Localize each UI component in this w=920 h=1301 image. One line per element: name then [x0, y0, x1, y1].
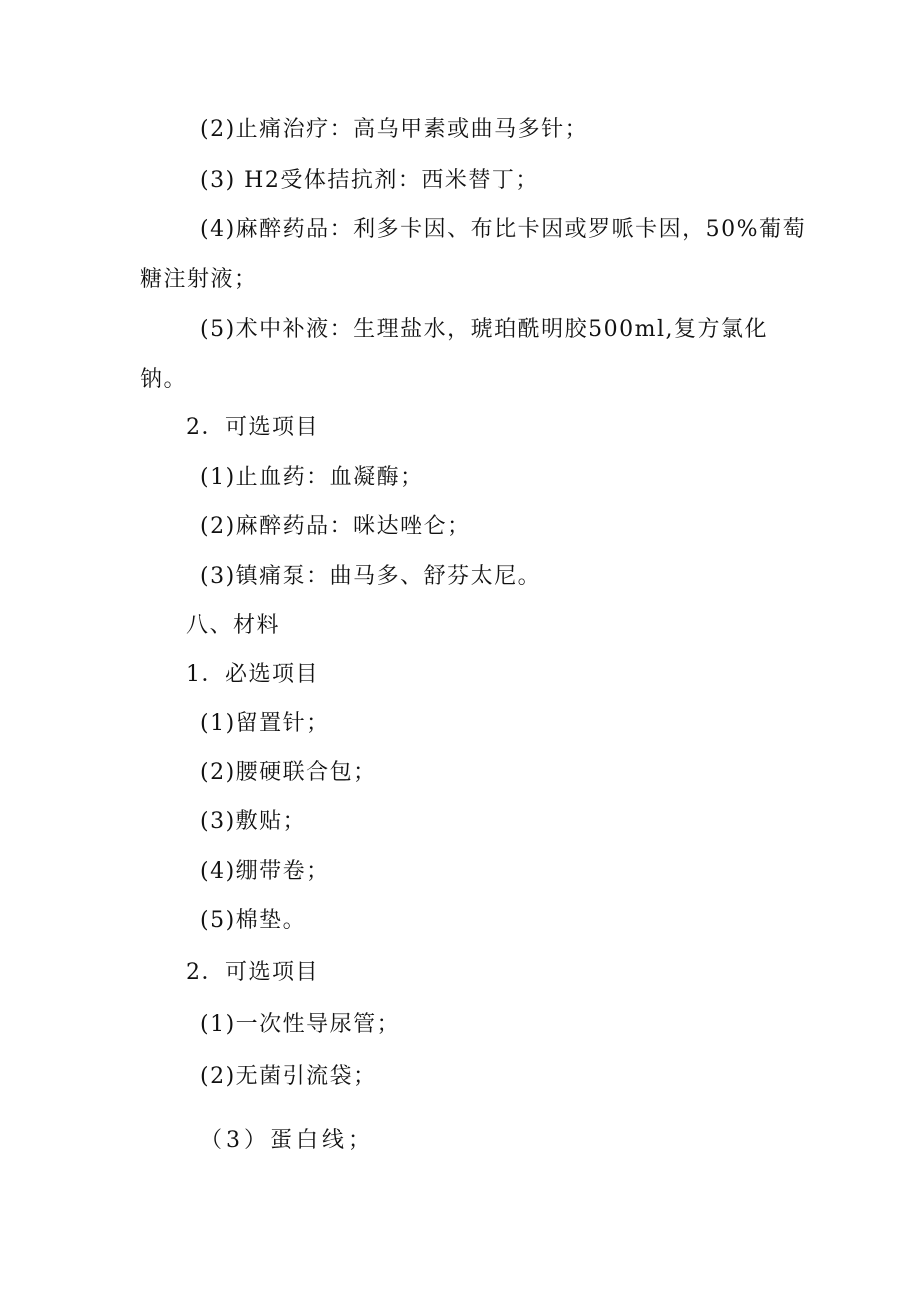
text-line: (2)麻醉药品：咪达唑仑；: [200, 514, 471, 539]
text-line: (4)麻醉药品：利多卡因、布比卡因或罗哌卡因，50%葡萄: [200, 217, 807, 242]
text-line: （3）蛋白线；: [200, 1128, 374, 1153]
text-line: (3) H2受体拮抗剂：西米替丁；: [200, 168, 539, 193]
text-line: (1)留置针；: [200, 711, 330, 736]
text-line: (2)止痛治疗：高乌甲素或曲马多针；: [200, 117, 589, 142]
text-line: (2)无菌引流袋；: [200, 1064, 377, 1089]
text-line: (1)止血药：血凝酶；: [200, 465, 424, 490]
text-line: 糖注射液；: [140, 267, 258, 292]
text-line: (5)术中补液：生理盐水，琥珀酰明胶500ml,复方氯化: [200, 317, 769, 342]
text-line: (2)腰硬联合包；: [200, 760, 377, 785]
text-line: (1)一次性导尿管；: [200, 1012, 401, 1037]
text-line: (3)镇痛泵：曲马多、舒芬太尼。: [200, 564, 542, 589]
section-heading: 2．可选项目: [186, 960, 319, 985]
text-line: (3)敷贴；: [200, 809, 307, 834]
section-heading: 1．必选项目: [186, 662, 319, 687]
section-heading: 2．可选项目: [186, 415, 319, 440]
text-line: (5)棉垫。: [200, 908, 307, 933]
text-line: 钠。: [140, 367, 188, 392]
chapter-heading: 八、材料: [186, 613, 281, 638]
text-line: (4)绷带卷；: [200, 859, 330, 884]
